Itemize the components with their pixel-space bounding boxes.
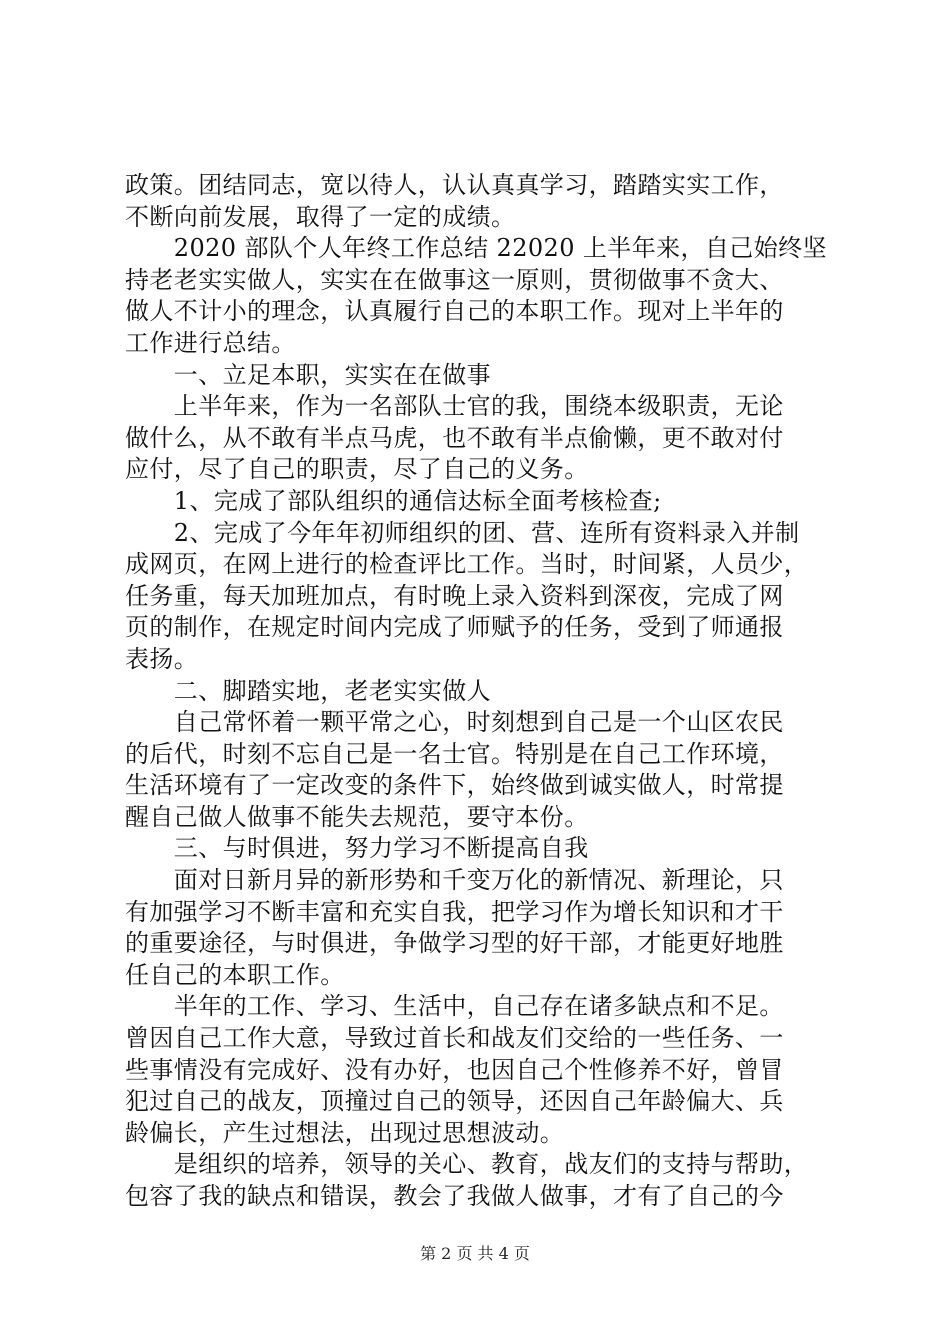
text-line: 二、脚踏实地，老老实实做人 [125,676,491,705]
text-line: 1、完成了部队组织的通信达标全面考核检查; [125,486,662,515]
text-line: 持老老实实做人，实实在在做事这一原则，贯彻做事不贪大、 [125,265,784,294]
text-line: 三、与时俱进，努力学习不断提高自我 [125,834,589,863]
text-line: 一、立足本职，实实在在做事 [125,360,491,389]
text-line: 是组织的培养，领导的关心、教育，战友们的支持与帮助， [125,1150,809,1179]
text-line: 生活环境有了一定改变的条件下，始终做到诚实做人，时常提 [125,771,784,800]
page-footer: 第 2 页 共 4 页 [420,1244,530,1263]
text-line: 做什么，从不敢有半点马虎，也不敢有半点偷懒，更不敢对付 [125,423,784,452]
text-line: 政策。团结同志，宽以待人，认认真真学习，踏踏实实工作， [125,171,784,199]
text-line: 页的制作，在规定时间内完成了师赋予的任务，受到了师通报 [125,613,784,642]
text-line: 任务重，每天加班加点，有时晚上录入资料到深夜，完成了网 [125,581,784,610]
text-line: 包容了我的缺点和错误，教会了我做人做事，才有了自己的今 [125,1182,784,1210]
text-line: 龄偏长，产生过想法，出现过思想波动。 [125,1118,565,1147]
text-line: 犯过自己的战友，顶撞过自己的领导，还因自己年龄偏大、兵 [125,1087,784,1116]
text-line: 的重要途径，与时俱进，争做学习型的好干部，才能更好地胜 [125,929,784,958]
text-line: 有加强学习不断丰富和充实自我，把学习作为增长知识和才干 [125,897,784,926]
text-line: 半年的工作、学习、生活中，自己存在诸多缺点和不足。 [125,992,784,1021]
text-line: 工作进行总结。 [125,328,296,357]
text-line: 面对日新月异的新形势和千变万化的新情况、新理论，只 [125,866,784,895]
text-line: 2、完成了今年年初师组织的团、营、连所有资料录入并制 [125,518,800,547]
text-line: 的后代，时刻不忘自己是一名士官。特别是在自己工作环境， [125,739,784,768]
text-line: 曾因自己工作大意，导致过首长和战友们交给的一些任务、一 [125,1024,784,1053]
text-line: 应付，尽了自己的职责，尽了自己的义务。 [125,455,589,484]
text-line: 些事情没有完成好、没有办好，也因自己个性修养不好，曾冒 [125,1055,784,1084]
text-line: 做人不计小的理念，认真履行自己的本职工作。现对上半年的 [125,297,784,326]
text-line: 2020 部队个人年终工作总结 22020 上半年来，自己始终坚 [125,234,827,263]
document-body [125,170,845,1213]
text-line: 表扬。 [125,644,199,673]
text-line: 任自己的本职工作。 [125,960,345,989]
text-line: 醒自己做人做事不能失去规范，要守本份。 [125,802,589,831]
text-line: 自己常怀着一颗平常之心，时刻想到自己是一个山区农民 [125,708,784,737]
text-line: 成网页，在网上进行的检查评比工作。当时，时间紧，人员少， [125,550,809,579]
text-line: 不断向前发展，取得了一定的成绩。 [125,202,516,231]
text-line: 上半年来，作为一名部队士官的我，围绕本级职责，无论 [125,392,784,421]
